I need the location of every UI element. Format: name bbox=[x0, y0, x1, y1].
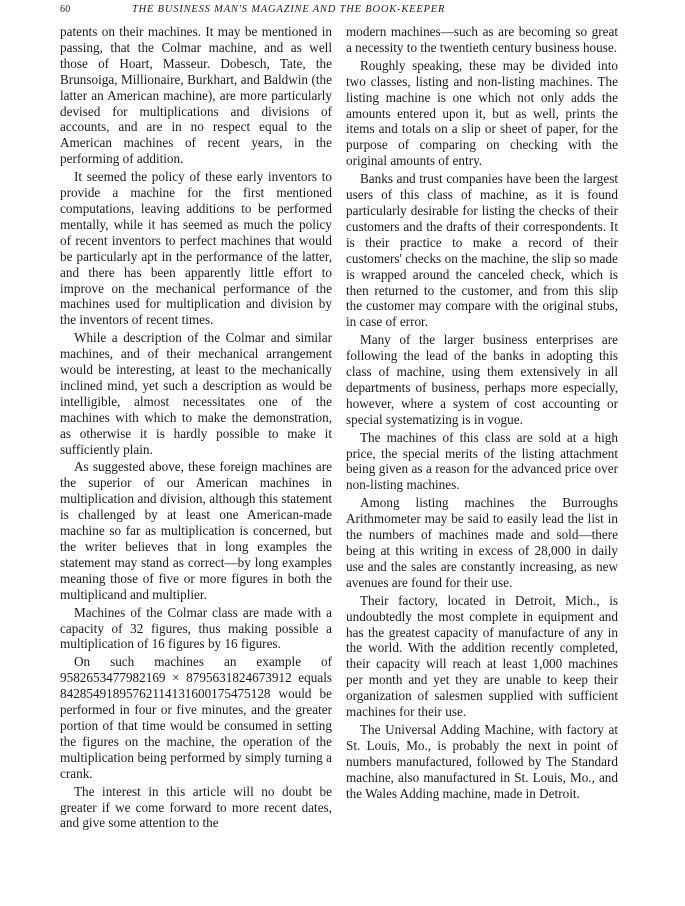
journal-title: THE BUSINESS MAN'S MAGAZINE AND THE BOOK-KEEPER bbox=[132, 4, 446, 15]
paragraph: modern machines—such as are becoming so great a necessity to the twentieth century business house. bbox=[346, 24, 618, 55]
right-column bbox=[346, 24, 618, 804]
paragraph: Among listing machines the Burroughs Arithmometer may be said to easily lead the list in the numbers of machines made and sold—there being at this writing in excess of 28,000 in daily use and the sales are constantly increasing, as new avenues are found for their use. bbox=[346, 495, 618, 590]
paragraph: Roughly speaking, these may be divided into two classes, listing and non-listing machines. The listing machine is one which not only adds the amounts entered upon it, but as well, prints the items and totals on a slip or sheet of paper, for the purpose of comparing on checking with the original amounts of entry. bbox=[346, 57, 618, 169]
paragraph: The Universal Adding Machine, with factory at St. Louis, Mo., is probably the next in point of numbers manufactured, followed by The Standard machine, also manufactured in St. Louis, Mo., and the Wales Adding machine, made in Detroit. bbox=[346, 721, 618, 801]
paragraph: patents on their machines. It may be mentioned in passing, that the Colmar machine, and as well those of Hoart, Masseur. Dobesch, Tate, the Brunsoiga, Millionaire, Burkhart, and Baldwin (the latter an American machine), are more particularly devised for multiplications and divisions of accounts, and are in no respect equal to the American machines of recent years, in the performing of addition. bbox=[60, 24, 332, 167]
paragraph: Banks and trust companies have been the largest users of this class of machine, as it is found particularly desirable for listing the checks of their customers and the drafts of their correspondents. It is their practice to make a record of their customers' checks on the machine, the slip so made is wrapped around the canceled check, which is then returned to the customer, and from this slip the customer may compare with the original stubs, in case of error. bbox=[346, 171, 618, 330]
paragraph: The machines of this class are sold at a high price, the special merits of the listing attachment being given as a reason for the advanced price over non-listing machines. bbox=[346, 429, 618, 493]
running-head bbox=[60, 4, 615, 22]
paragraph: Many of the larger business enterprises are following the lead of the banks in adopting this class of machine, using them extensively in all departments of business, perhaps more especially, however, where a system of cost accounting or special systematizing is in vogue. bbox=[346, 332, 618, 427]
paragraph: Machines of the Colmar class are made with a capacity of 32 figures, thus making possible a multiplication of 16 figures by 16 figures. bbox=[60, 604, 332, 652]
left-column bbox=[60, 24, 332, 833]
paragraph: On such machines an example of 9582653477982169 × 8795631824673912 equals 84285491895762114131600175475128 would be performed in four or five minutes, and the greater portion of that time would be consumed in setting the figures on the machine, the operation of the multiplication being performed by simply turning a crank. bbox=[60, 654, 332, 781]
paragraph: As suggested above, these foreign machines are the superior of our American machines in multiplication and division, although this statement is challenged by at least one American-made machine so far as multiplication is concerned, but the writer believes that in long examples the statement may stand as correct—by long examples meaning those of five or more figures in both the multiplicand and multiplier. bbox=[60, 459, 332, 602]
page-number: 60 bbox=[60, 4, 71, 15]
paragraph: Their factory, located in Detroit, Mich., is undoubtedly the most complete in equipment and has the greatest capacity of manufacture of any in the world. With the addition recently completed, their capacity will reach at least 1,000 machines per month and yet they are unable to keep their organization of salesmen supplied with sufficient machines for their use. bbox=[346, 592, 618, 720]
paragraph: The interest in this article will no doubt be greater if we come forward to more recent dates, and give some attention to the bbox=[60, 783, 332, 831]
paragraph: It seemed the policy of these early inventors to provide a machine for the first mentioned computations, leaving additions to be performed mentally, while it has seemed as much the policy of recent inventors to perfect machines that would be particularly apt in the performance of the latter, and there has been apparently little effort to improve on the mechanical performance of the machines used for multiplication and division by the inventors of recent times. bbox=[60, 169, 332, 328]
paragraph: While a description of the Colmar and similar machines, and of their mechanical arrangement would be interesting, at least to the mechanically inclined mind, yet such a description as would be intelligible, almost necessitates one of the machines with which to make the demonstration, as otherwise it is hardly possible to make it sufficiently plain. bbox=[60, 330, 332, 457]
